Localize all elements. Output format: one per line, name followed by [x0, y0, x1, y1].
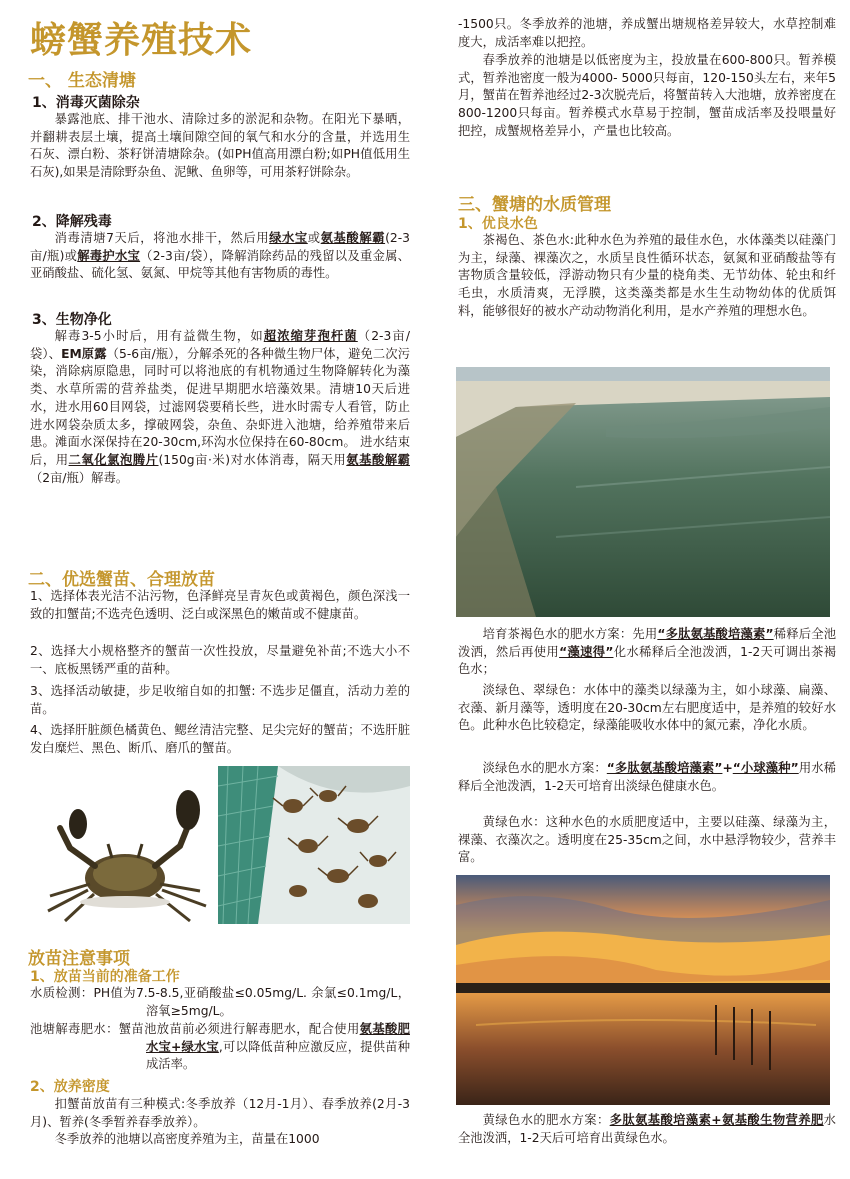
text-span: 或	[307, 231, 321, 245]
text-span: 池塘解毒肥水：蟹苗池放苗前必须进行解毒肥水，配合使用	[30, 1022, 360, 1036]
paragraph-detox	[30, 230, 410, 283]
paragraph-brown-plan	[458, 626, 836, 679]
text-span: 水全池泼洒，1-2天后可培育出黄绿色水。	[458, 1113, 836, 1145]
paragraph-green-plan	[458, 760, 836, 795]
sunset-pond-photo	[456, 875, 830, 1105]
section-water-quality-heading: 三、蟹塘的水质管理	[458, 195, 611, 215]
paragraph-density-modes: 扣蟹苗放苗有三种模式:冬季放养（12月-1月）、春季放养(2月-3月)、暂养(冬季暂养春季放养）。	[30, 1097, 410, 1129]
text-span: （2-3亩/袋），降解消除药品的残留以及重金属、亚硝酸盐、硫化氢、氨氮、甲烷等其他有害物质的毒性。	[30, 248, 410, 281]
paragraph-select-4: 4、选择肝脏颜色橘黄色、鳃丝清洁完整、足尖完好的蟹苗；不选肝脏发白糜烂、黑色、断爪、磨爪的蟹苗。	[30, 723, 410, 755]
crab-photo-net	[218, 766, 410, 924]
sub-heading-preparation: 1、放苗当前的准备工作	[30, 969, 180, 985]
product-detox-water: 解毒护水宝	[77, 248, 141, 263]
product-amino-detox: 氨基酸解霸	[346, 452, 410, 467]
pond-photo-brown-water	[456, 367, 830, 617]
sub-heading-detox: 2、降解残毒	[32, 214, 112, 230]
paragraph-green-water: 淡绿色、翠绿色：水体中的藻类以绿藻为主，如小球藻、扁藻、衣藻、新月藻等，透明度在20-30cm左右肥度适中，是养殖的较好水色。此种水色比较稳定，绿藻能吸收水体中的氮元素，净化水质。	[458, 683, 836, 733]
text-span: 淡绿色水的肥水方案：	[482, 761, 607, 775]
sub-heading-good-color: 1、优良水色	[458, 216, 538, 232]
product-algae-speed: “藻速得”	[559, 644, 614, 659]
paragraph-disinfection: 暴露池底、排干池水、清除过多的淤泥和杂物。在阳光下暴晒，并翻耕表层土壤，提高土壤间隙空间的氧气和水分的含量，并选用生石灰、漂白粉、茶籽饼清塘除杂。(如PH值高用漂白粉;如PH值低用生石灰),如果是清除野杂鱼、泥鳅、鱼卵等，可用茶籽饼除杂。	[30, 112, 410, 180]
paragraph-yellow-green-plan	[458, 1112, 836, 1147]
paragraph-density-winter: 冬季放养的池塘以高密度养殖为主，苗量在1000	[54, 1132, 320, 1146]
sub-heading-bio-purify: 3、生物净化	[32, 312, 112, 328]
section-ecological-pond-cleaning-heading: 一、 生态清塘	[28, 71, 136, 91]
text-span: 用水稀释后全池泼洒，1-2天可培育出淡绿色健康水色。	[458, 761, 836, 793]
paragraph-brown-water: 茶褐色、茶色水:此种水色为养殖的最佳水色，水体藻类以硅藻门为主，绿藻、裸藻次之，水质呈良性循环状态，氨氮和亚硝酸盐等有害物质含量较低，浮游动物只有少量的桡角类、无节幼体、轮虫和纤毛虫，水质清爽，无浮膜，这类藻类都是水生生动物幼体的优质饵料，能够很好的被水产动动物消化利用，是水产养殖的理想水色。	[458, 233, 836, 318]
paragraph-yellow-green-water: 黄绿色水：这种水色的水质肥度适中，主要以硅藻、绿藻为主，裸藻、衣藻次之。透明度在25-35cm之间，水中悬浮物较少，营养丰富。	[458, 815, 836, 865]
sub-heading-density: 2、放养密度	[30, 1079, 110, 1095]
sub-heading-disinfection: 1、消毒灭菌除杂	[32, 95, 140, 111]
product-em: EM原露	[61, 346, 107, 361]
paragraph-density-spring: 春季放养的池塘是以低密度为主，投放量在600-800只。暂养模式，暂养池密度一般为4000- 5000只每亩，120-150头左右，来年5月，蟹苗在暂养池经过2-3次脱壳后，将蟹苗转入大池塘，放养密度在800-1200只每亩。暂养模式水草易于控制，蟹苗成活率及投喂量好把控，成蟹规格差异小，产量也比较高。	[458, 53, 836, 138]
text-span: （2-3亩/袋）、	[30, 329, 410, 361]
product-amino-detox: 氨基酸解霸	[320, 231, 386, 245]
product-peptide-nutrient: 多肽氨基酸培藻素+氨基酸生物营养肥	[609, 1113, 824, 1127]
page-title: 螃蟹养殖技术	[30, 19, 253, 61]
text-span: 化水稀释后全池泼洒，1-2天可调出茶褐色水；	[458, 644, 836, 677]
text-span: (2-3亩/瓶)或	[30, 231, 410, 263]
text-span: +	[722, 761, 733, 775]
paragraph-select-3: 3、选择活动敏捷，步足收缩自如的扣蟹: 不选步足僵直，活动力差的苗。	[30, 684, 410, 716]
product-green-water: 绿水宝	[269, 231, 308, 245]
product-bacillus: 超浓缩芽孢杆菌	[263, 329, 358, 343]
product-chlorine-dioxide: 二氧化氯泡腾片	[68, 452, 159, 467]
paragraph-select-2: 2、选择大小规格整齐的蟹苗一次性投放，尽量避免补苗;不选大小不一、底板黑锈严重的苗种。	[30, 644, 410, 676]
text-span: 稀释后全池泼洒，然后再使用	[458, 627, 836, 659]
text-span: ,可以降低苗种应激反应，提供苗种成活率。	[146, 1039, 410, 1072]
crab-photo-single	[30, 766, 215, 924]
paragraph-density-winter-cont: -1500只。冬季放养的池塘，养成蟹出塘规格差异较大，水草控制难度大，成活率难以把控。	[458, 17, 836, 49]
text-span: （2亩/瓶）解毒。	[30, 470, 129, 485]
product-amino-fertilizer: 氨基酸肥水宝+绿水宝	[146, 1022, 410, 1054]
text-span: （5-6亩/瓶），分解杀死的各种微生物尸体，避免二次污染，消除病原隐患，同时可以将池底的有机物通过生物降解转化为藻类、水草所需的营养盐类，促进早期肥水培藻效果。清塘10天后进水，进水用60目网袋，过滤网袋要稍长些，进水时需专人看管，防止进水网袋杂质太多，撑破网袋，杂鱼、杂虾进入池塘，给养殖带来后患。滩面水深保持在20-30cm,环沟水位保持在60-80cm。 进水结束后，用	[30, 346, 410, 467]
paragraph-pond-detox	[30, 1021, 410, 1074]
paragraph-select-1: 1、选择体表光洁不沾污物，色泽鲜亮呈青灰色或黄褐色，颜色深浅一致的扣蟹苗;不选壳色透明、泛白或深黑色的嫩苗或不健康苗。	[30, 589, 410, 621]
section-release-notes-heading: 放苗注意事项	[28, 949, 130, 969]
product-peptide-algae: “多肽氨基酸培藻素”	[657, 627, 774, 641]
product-peptide-algae: “多肽氨基酸培藻素”	[606, 761, 723, 775]
section-seed-selection-heading: 二、优选蟹苗、合理放苗	[28, 570, 215, 590]
paragraph-water-test: 水质检测：PH值为7.5-8.5,亚硝酸盐≤0.05mg/L. 余氯≤0.1mg/L，溶氧≥5mg/L。	[30, 986, 410, 1018]
text-span: 黄绿色水的肥水方案：	[482, 1113, 610, 1127]
product-chlorella: “小球藻种”	[732, 761, 799, 775]
text-span: (150g亩·米)对水体消毒，隔天用	[158, 452, 347, 467]
text-span: 消毒清塘7天后，将池水排干，然后用	[54, 231, 270, 245]
paragraph-bio-purify	[30, 328, 410, 487]
text-span: 培育茶褐色水的肥水方案：先用	[482, 627, 658, 641]
text-span: 解毒3-5小时后，用有益微生物，如	[54, 329, 264, 343]
